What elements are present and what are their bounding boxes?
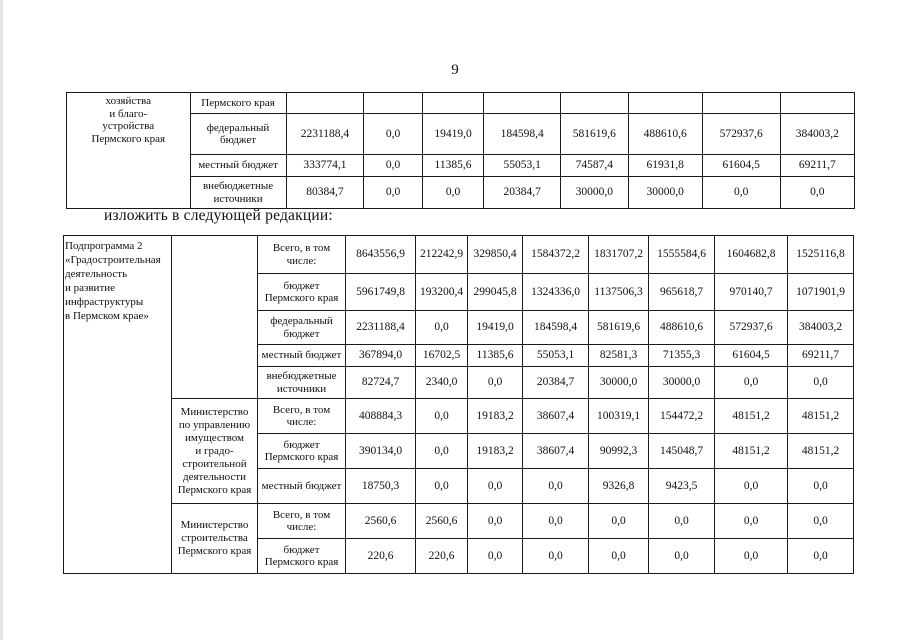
- value-cell: 384003,2: [788, 311, 854, 345]
- funding-source-cell: [258, 469, 346, 504]
- value-cell: 0,0: [468, 367, 523, 399]
- executor-text: строительной: [182, 457, 247, 470]
- funding-source-text: Пермского края: [264, 556, 339, 568]
- value-cell: 0,0: [416, 469, 468, 504]
- value-cell: [780, 93, 854, 114]
- value-cell: [286, 93, 364, 114]
- value-cell: 38607,4: [523, 399, 589, 434]
- executor-cell: [172, 399, 258, 504]
- value-cell: 0,0: [702, 177, 780, 209]
- value-cell: 2231188,4: [286, 114, 364, 155]
- funding-source-cell: [258, 504, 346, 539]
- executor-text: Пермского края: [91, 132, 166, 145]
- value-cell: 581619,6: [561, 114, 628, 155]
- program-cell: [64, 236, 172, 574]
- value-cell: 18750,3: [346, 469, 416, 504]
- value-cell: 30000,0: [628, 177, 702, 209]
- value-cell: [561, 93, 628, 114]
- value-cell: 0,0: [523, 539, 589, 574]
- page-number: 9: [451, 62, 459, 78]
- value-cell: [628, 93, 702, 114]
- value-cell: 0,0: [788, 539, 854, 574]
- value-cell: 20384,7: [523, 367, 589, 399]
- value-cell: 212242,9: [416, 236, 468, 274]
- value-cell: 19419,0: [468, 311, 523, 345]
- value-cell: 0,0: [589, 504, 649, 539]
- value-cell: 90992,3: [589, 434, 649, 469]
- value-cell: 74587,4: [561, 155, 628, 177]
- program-text: и развитие: [65, 282, 116, 294]
- value-cell: 61604,5: [715, 345, 788, 367]
- value-cell: 11385,6: [422, 155, 484, 177]
- funding-source-cell: [258, 274, 346, 311]
- value-cell: 30000,0: [589, 367, 649, 399]
- funding-source-text: местный бюджет: [261, 479, 342, 492]
- value-cell: 71355,3: [649, 345, 715, 367]
- value-cell: 0,0: [364, 155, 422, 177]
- value-cell: 19183,2: [468, 434, 523, 469]
- value-cell: 0,0: [416, 311, 468, 345]
- table-row: [64, 399, 854, 434]
- value-cell: 9326,8: [589, 469, 649, 504]
- funding-source-text: бюджет: [220, 134, 257, 146]
- funding-source-cell: [258, 367, 346, 399]
- value-cell: 384003,2: [780, 114, 854, 155]
- value-cell: 0,0: [589, 539, 649, 574]
- funding-source-text: источники: [276, 382, 327, 395]
- executor-text: по управлению: [178, 418, 251, 431]
- funding-source-cell: [258, 236, 346, 274]
- value-cell: 30000,0: [649, 367, 715, 399]
- value-cell: 82581,3: [589, 345, 649, 367]
- executor-text: и благо-: [109, 107, 148, 120]
- value-cell: 0,0: [780, 177, 854, 209]
- value-cell: 0,0: [649, 504, 715, 539]
- value-cell: 0,0: [364, 114, 422, 155]
- value-cell: 0,0: [788, 469, 854, 504]
- funding-source-text: Всего, в том: [272, 508, 331, 521]
- funding-source-text: федеральный: [206, 121, 270, 134]
- value-cell: 0,0: [649, 539, 715, 574]
- value-cell: 572937,6: [702, 114, 780, 155]
- program-text: деятельность: [65, 268, 128, 280]
- funding-source-cell: [258, 399, 346, 434]
- executor-text: хозяйства: [105, 95, 151, 107]
- budget-table-old-fragment: [66, 92, 855, 209]
- value-cell: 184598,4: [523, 311, 589, 345]
- value-cell: 55053,1: [484, 155, 561, 177]
- budget-table-new-edition: [63, 235, 854, 574]
- funding-source-text: бюджет: [283, 279, 320, 292]
- value-cell: 82724,7: [346, 367, 416, 399]
- value-cell: 220,6: [346, 539, 416, 574]
- funding-source-text: Пермского края: [201, 96, 275, 109]
- value-cell: 0,0: [468, 539, 523, 574]
- value-cell: 5961749,8: [346, 274, 416, 311]
- value-cell: 965618,7: [649, 274, 715, 311]
- funding-source-text: источники: [213, 192, 263, 205]
- value-cell: 1555584,6: [649, 236, 715, 274]
- value-cell: 299045,8: [468, 274, 523, 311]
- funding-source-cell: [258, 311, 346, 345]
- value-cell: 9423,5: [649, 469, 715, 504]
- program-text: Подпрограмма 2: [65, 240, 143, 252]
- executor-text: имуществом: [184, 431, 245, 444]
- value-cell: 193200,4: [416, 274, 468, 311]
- value-cell: 1584372,2: [523, 236, 589, 274]
- executor-text: Министерство: [180, 519, 249, 531]
- value-cell: 184598,4: [484, 114, 561, 155]
- value-cell: 0,0: [788, 504, 854, 539]
- value-cell: 30000,0: [561, 177, 628, 209]
- funding-source-cell: [258, 434, 346, 469]
- value-cell: 2231188,4: [346, 311, 416, 345]
- value-cell: 572937,6: [715, 311, 788, 345]
- value-cell: 0,0: [715, 504, 788, 539]
- value-cell: 0,0: [468, 504, 523, 539]
- value-cell: 0,0: [523, 504, 589, 539]
- value-cell: 488610,6: [628, 114, 702, 155]
- executor-text: и градо-: [195, 444, 234, 457]
- value-cell: 367894,0: [346, 345, 416, 367]
- funding-source-text: Пермского края: [264, 292, 339, 304]
- value-cell: 0,0: [416, 399, 468, 434]
- value-cell: 1831707,2: [589, 236, 649, 274]
- funding-source-text: бюджет: [283, 438, 320, 451]
- executor-cell: [67, 93, 191, 209]
- value-cell: 19183,2: [468, 399, 523, 434]
- funding-source-text: бюджет: [283, 327, 320, 340]
- scan-edge: [0, 0, 3, 640]
- value-cell: 581619,6: [589, 311, 649, 345]
- value-cell: 100319,1: [589, 399, 649, 434]
- value-cell: 1137506,3: [589, 274, 649, 311]
- value-cell: 329850,4: [468, 236, 523, 274]
- value-cell: 0,0: [422, 177, 484, 209]
- funding-source-cell: [258, 539, 346, 574]
- funding-source-text: внебюджетные: [266, 370, 337, 382]
- value-cell: 8643556,9: [346, 236, 416, 274]
- funding-source-text: Всего, в том: [272, 242, 331, 254]
- value-cell: 20384,7: [484, 177, 561, 209]
- intro-text: изложить в следующей редакции:: [104, 207, 333, 224]
- value-cell: 0,0: [715, 469, 788, 504]
- funding-source-text: внебюджетные: [202, 180, 274, 192]
- value-cell: 408884,3: [346, 399, 416, 434]
- value-cell: 0,0: [416, 434, 468, 469]
- executor-text: строительства: [181, 532, 248, 544]
- funding-source-text: местный бюджет: [261, 349, 342, 362]
- funding-source-text: бюджет: [283, 543, 320, 556]
- value-cell: 390134,0: [346, 434, 416, 469]
- funding-source-cell: [258, 345, 346, 367]
- value-cell: 1604682,8: [715, 236, 788, 274]
- program-text: в Пермском крае»: [65, 310, 149, 322]
- value-cell: [702, 93, 780, 114]
- program-text: инфраструктуры: [65, 296, 144, 308]
- value-cell: 145048,7: [649, 434, 715, 469]
- value-cell: 0,0: [468, 469, 523, 504]
- value-cell: 16702,5: [416, 345, 468, 367]
- funding-source-text: Пермского края: [264, 451, 339, 463]
- executor-text: Министерство: [180, 405, 249, 418]
- value-cell: 220,6: [416, 539, 468, 574]
- funding-source-text: числе:: [286, 416, 317, 428]
- value-cell: 333774,1: [286, 155, 364, 177]
- funding-source-cell: [190, 93, 286, 114]
- funding-source-text: федеральный: [270, 315, 333, 327]
- funding-source-text: числе:: [286, 521, 317, 533]
- executor-cell: [172, 236, 258, 399]
- program-text: «Градостроительная: [65, 254, 161, 266]
- table-row: [67, 93, 855, 114]
- executor-text: деятельности: [183, 470, 246, 483]
- value-cell: 48151,2: [715, 434, 788, 469]
- value-cell: 0,0: [523, 469, 589, 504]
- executor-text: устройства: [102, 120, 155, 132]
- value-cell: 0,0: [715, 367, 788, 399]
- table-row: [64, 504, 854, 539]
- funding-source-cell: [190, 155, 286, 177]
- funding-source-text: числе:: [286, 254, 317, 267]
- executor-cell: [172, 504, 258, 574]
- value-cell: 69211,7: [788, 345, 854, 367]
- table-row: [64, 236, 854, 274]
- value-cell: 154472,2: [649, 399, 715, 434]
- value-cell: 61604,5: [702, 155, 780, 177]
- value-cell: 61931,8: [628, 155, 702, 177]
- executor-text: Пермского края: [177, 483, 252, 496]
- value-cell: 55053,1: [523, 345, 589, 367]
- value-cell: [364, 93, 422, 114]
- value-cell: 1525116,8: [788, 236, 854, 274]
- funding-source-text: местный бюджет: [198, 159, 278, 172]
- value-cell: 48151,2: [788, 399, 854, 434]
- value-cell: 19419,0: [422, 114, 484, 155]
- value-cell: 80384,7: [286, 177, 364, 209]
- executor-text: Пермского края: [177, 545, 252, 557]
- value-cell: 2340,0: [416, 367, 468, 399]
- value-cell: 0,0: [715, 539, 788, 574]
- value-cell: 48151,2: [715, 399, 788, 434]
- value-cell: 1071901,9: [788, 274, 854, 311]
- value-cell: 1324336,0: [523, 274, 589, 311]
- value-cell: 488610,6: [649, 311, 715, 345]
- funding-source-text: Всего, в том: [272, 403, 331, 416]
- funding-source-cell: [190, 114, 286, 155]
- value-cell: 48151,2: [788, 434, 854, 469]
- value-cell: 38607,4: [523, 434, 589, 469]
- funding-source-cell: [190, 177, 286, 209]
- value-cell: [422, 93, 484, 114]
- value-cell: 11385,6: [468, 345, 523, 367]
- value-cell: 69211,7: [780, 155, 854, 177]
- value-cell: [484, 93, 561, 114]
- value-cell: 2560,6: [416, 504, 468, 539]
- value-cell: 0,0: [364, 177, 422, 209]
- value-cell: 970140,7: [715, 274, 788, 311]
- value-cell: 2560,6: [346, 504, 416, 539]
- value-cell: 0,0: [788, 367, 854, 399]
